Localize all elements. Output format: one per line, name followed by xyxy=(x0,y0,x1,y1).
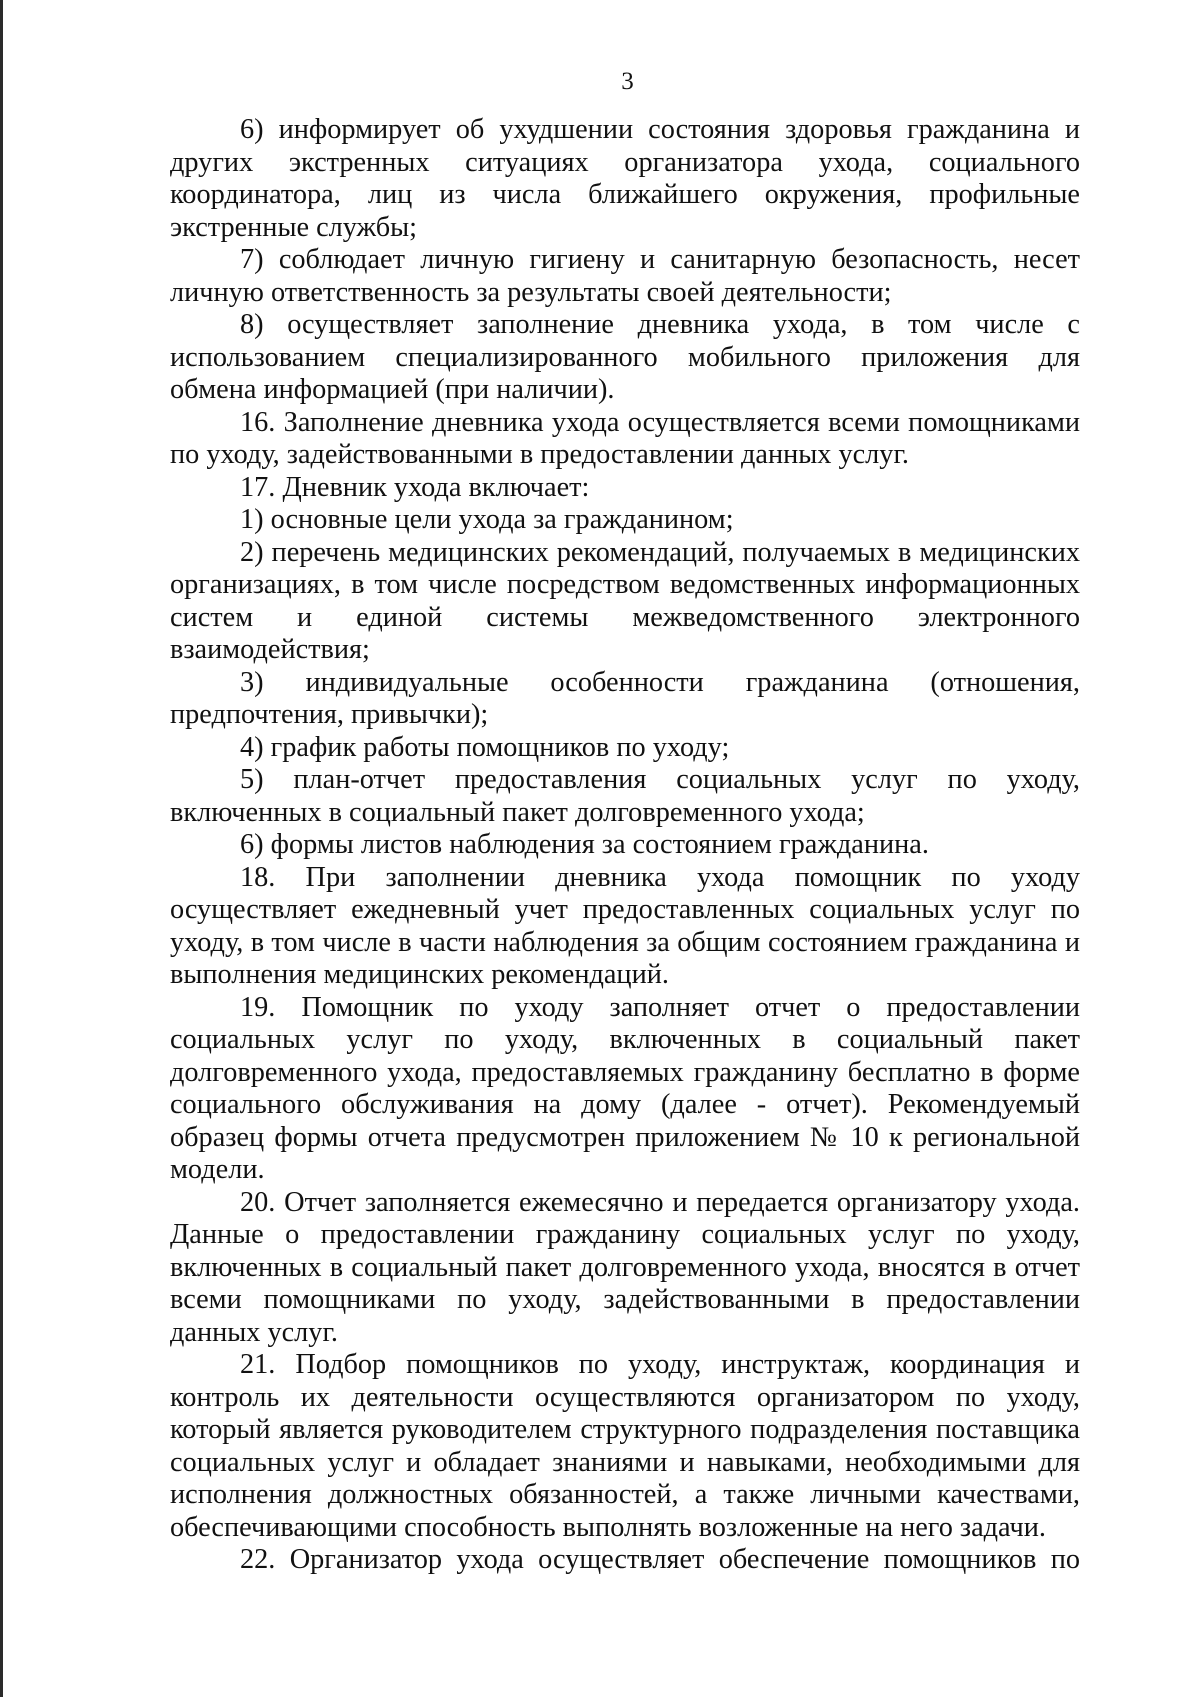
paragraph-16: 16. Заполнение дневника ухода осуществляется всеми помощниками по уходу, задействованными в предоставлении данных услуг. xyxy=(170,406,1080,470)
document-body xyxy=(170,114,1080,1577)
paragraph-17: 17. Дневник ухода включает: xyxy=(240,471,590,503)
paragraph-17-item-6: 6) формы листов наблюдения за состоянием гражданина. xyxy=(240,829,929,860)
page-number: 3 xyxy=(621,68,634,95)
paragraph-17-item-1: 1) основные цели ухода за гражданином; xyxy=(240,504,734,535)
scan-edge-line xyxy=(0,0,3,1697)
paragraph-19: 19. Помощник по уходу заполняет отчет о предоставлении социальных услуг по уходу, включенных в социальный пакет долговременного ухода, предоставляемых гражданину бесплатно в форме социального обслуживания на дому (далее - отчет). Рекомендуемый образец формы отчета предусмотрен приложением № 10 к региональной модели. xyxy=(170,991,1080,1185)
paragraph-17-item-3: 3) индивидуальные особенности гражданина (отношения, предпочтения, привычки); xyxy=(170,666,1080,730)
paragraph-18: 18. При заполнении дневника ухода помощник по уходу осуществляет ежедневный учет предоставленных социальных услуг по уходу, в том числе в части наблюдения за общим состоянием гражданина и выполнения медицинских рекомендаций. xyxy=(170,861,1080,990)
paragraph-17-item-5: 5) план-отчет предоставления социальных услуг по уходу, включенных в социальный пакет долговременного ухода; xyxy=(170,764,1080,828)
paragraph-17-item-4: 4) график работы помощников по уходу; xyxy=(240,731,730,763)
paragraph-item-6-notifies: 6) информирует об ухудшении состояния здоровья гражданина и других экстренных ситуациях организатора ухода, социального координатора, лиц из числа ближайшего окружения, профильные экстренные службы; xyxy=(170,114,1080,243)
paragraph-22: 22. Организатор ухода осуществляет обеспечение помощников по xyxy=(240,1544,1080,1575)
paragraph-20: 20. Отчет заполняется ежемесячно и передается организатору ухода. Данные о предоставлении гражданину социальных услуг по уходу, включенных в социальный пакет долговременного ухода, вносятся в отчет всеми помощниками по уходу, задействованными в предоставлении данных услуг. xyxy=(170,1186,1080,1348)
paragraph-21: 21. Подбор помощников по уходу, инструктаж, координация и контроль их деятельности осуществляются организатором по уходу, который является руководителем структурного подразделения поставщика социальных услуг и обладает знаниями и навыками, необходимыми для исполнения должностных обязанностей, а также личными качествами, обеспечивающими способность выполнять возложенные на него задачи. xyxy=(170,1349,1080,1543)
paragraph-item-7-hygiene: 7) соблюдает личную гигиену и санитарную безопасность, несет личную ответственность за результаты своей деятельности; xyxy=(170,244,1080,308)
paragraph-17-item-2: 2) перечень медицинских рекомендаций, получаемых в медицинских организациях, в том числе посредством ведомственных информационных систем и единой системы межведомственного электронного взаимодействия; xyxy=(170,536,1080,665)
paragraph-item-8-diary: 8) осуществляет заполнение дневника ухода, в том числе с использованием специализированного мобильного приложения для обмена информацией (при наличии). xyxy=(170,309,1080,405)
